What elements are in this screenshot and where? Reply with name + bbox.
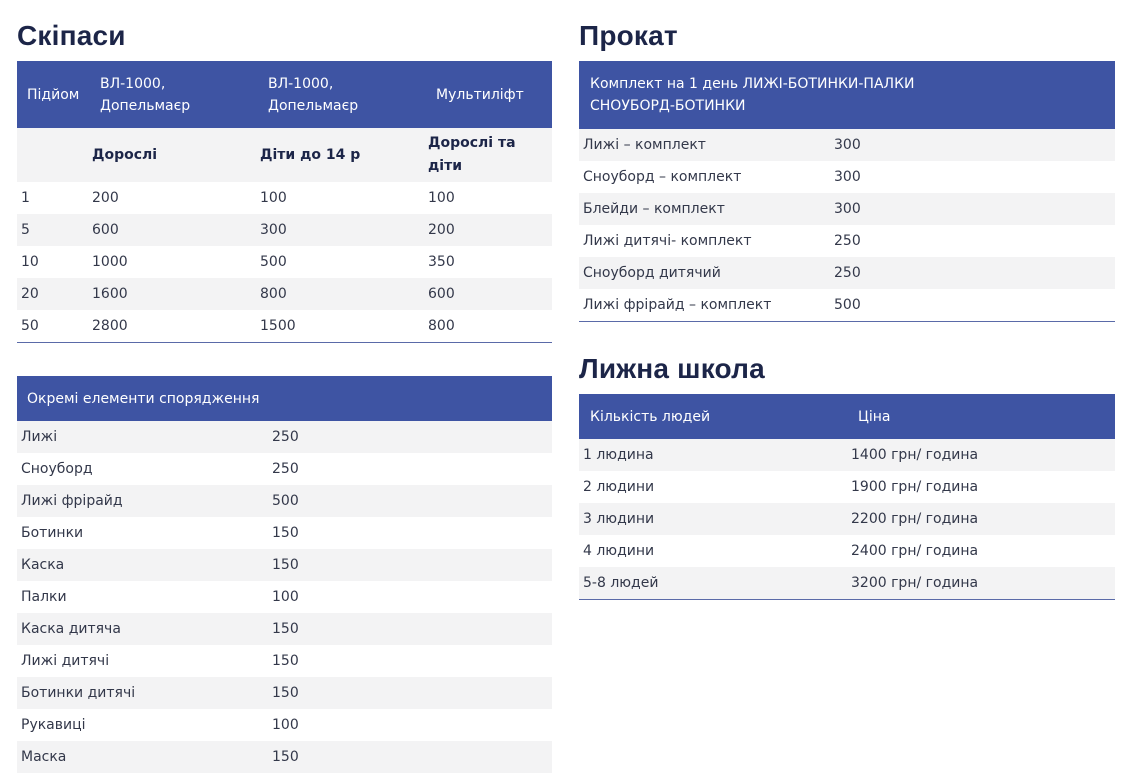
prokat-header-line: Комплект на 1 день ЛИЖІ-БОТИНКИ-ПАЛКИ bbox=[590, 76, 915, 92]
table-cell: 600 bbox=[88, 214, 256, 246]
table-cell: 150 bbox=[268, 741, 552, 773]
school-table bbox=[579, 394, 1115, 600]
table-row bbox=[579, 471, 1115, 503]
table-row bbox=[17, 214, 552, 246]
table-cell: 250 bbox=[830, 257, 1115, 289]
table-cell: Лижі фрірайд bbox=[17, 485, 268, 517]
table-cell: 600 bbox=[424, 278, 552, 310]
table-cell: 150 bbox=[268, 549, 552, 581]
school-header-cell: Ціна bbox=[847, 394, 1115, 439]
table-cell: 250 bbox=[268, 453, 552, 485]
prokat-title: Прокат bbox=[579, 20, 678, 51]
skipasy-header-cell: ВЛ-1000, Допельмаєр bbox=[88, 61, 256, 128]
table-row bbox=[17, 246, 552, 278]
table-cell: 800 bbox=[424, 310, 552, 343]
table-cell: 100 bbox=[256, 182, 424, 214]
table-row bbox=[17, 645, 552, 677]
table-cell: Сноуборд дитячий bbox=[579, 257, 830, 289]
skipasy-subheader-cell bbox=[17, 128, 88, 182]
table-cell: 150 bbox=[268, 613, 552, 645]
table-cell: Каска дитяча bbox=[17, 613, 268, 645]
table-row bbox=[579, 257, 1115, 289]
table-cell: 1400 грн/ година bbox=[847, 439, 1115, 471]
skipasy-header-cell: ВЛ-1000, Допельмаєр bbox=[256, 61, 424, 128]
table-cell: 1600 bbox=[88, 278, 256, 310]
table-cell: 2200 грн/ година bbox=[847, 503, 1115, 535]
table-cell: 20 bbox=[17, 278, 88, 310]
table-row bbox=[17, 677, 552, 709]
elements-header-cell: Окремі елементи спорядження bbox=[17, 376, 552, 421]
table-row bbox=[17, 182, 552, 214]
table-row bbox=[17, 581, 552, 613]
table-row bbox=[579, 129, 1115, 161]
table-row bbox=[17, 613, 552, 645]
table-cell: Маска bbox=[17, 741, 268, 773]
table-row bbox=[17, 310, 552, 343]
prokat-header-line: СНОУБОРД-БОТИНКИ bbox=[590, 98, 746, 114]
table-cell: Сноуборд – комплект bbox=[579, 161, 830, 193]
table-cell: Рукавиці bbox=[17, 709, 268, 741]
table-cell: 1900 грн/ година bbox=[847, 471, 1115, 503]
school-title: Лижна школа bbox=[579, 353, 765, 384]
prokat-header-cell bbox=[579, 61, 1115, 129]
table-cell: 150 bbox=[268, 517, 552, 549]
skipasy-table bbox=[17, 61, 552, 343]
table-cell: 1000 bbox=[88, 246, 256, 278]
table-row bbox=[17, 741, 552, 773]
table-cell: 3200 грн/ година bbox=[847, 567, 1115, 600]
table-cell: 200 bbox=[424, 214, 552, 246]
table-cell: 500 bbox=[830, 289, 1115, 322]
prokat-table bbox=[579, 61, 1115, 322]
prokat-header-row bbox=[579, 61, 1115, 129]
skipasy-subheader-cell: Дорослі bbox=[88, 128, 256, 182]
table-row bbox=[17, 709, 552, 741]
table-cell: Лижі bbox=[17, 421, 268, 453]
table-cell: 1 людина bbox=[579, 439, 847, 471]
table-cell: 500 bbox=[256, 246, 424, 278]
table-cell: 10 bbox=[17, 246, 88, 278]
table-cell: 5-8 людей bbox=[579, 567, 847, 600]
skipasy-subheader-row bbox=[17, 128, 552, 182]
table-cell: 300 bbox=[830, 161, 1115, 193]
table-cell: 4 людини bbox=[579, 535, 847, 567]
table-cell: 500 bbox=[268, 485, 552, 517]
table-cell: 250 bbox=[830, 225, 1115, 257]
table-cell: Лижі дитячі- комплект bbox=[579, 225, 830, 257]
school-header-cell: Кількість людей bbox=[579, 394, 847, 439]
table-cell: 50 bbox=[17, 310, 88, 343]
table-cell: 100 bbox=[424, 182, 552, 214]
skipasy-header-cell: Підйом bbox=[17, 61, 88, 128]
table-cell: 2400 грн/ година bbox=[847, 535, 1115, 567]
table-cell: 250 bbox=[268, 421, 552, 453]
table-cell: Палки bbox=[17, 581, 268, 613]
school-header-row bbox=[579, 394, 1115, 439]
table-cell: 100 bbox=[268, 709, 552, 741]
table-cell: 300 bbox=[256, 214, 424, 246]
table-cell: 150 bbox=[268, 677, 552, 709]
table-cell: Сноуборд bbox=[17, 453, 268, 485]
table-cell: 100 bbox=[268, 581, 552, 613]
table-cell: 300 bbox=[830, 193, 1115, 225]
table-row bbox=[579, 225, 1115, 257]
table-cell: 800 bbox=[256, 278, 424, 310]
table-cell: Ботинки дитячі bbox=[17, 677, 268, 709]
table-row bbox=[579, 161, 1115, 193]
skipasy-subheader-cell: Діти до 14 р bbox=[256, 128, 424, 182]
table-cell: 3 людини bbox=[579, 503, 847, 535]
table-cell: 200 bbox=[88, 182, 256, 214]
table-row bbox=[579, 567, 1115, 600]
table-cell: Лижі фрірайд – комплект bbox=[579, 289, 830, 322]
skipasy-header-cell: Мультиліфт bbox=[424, 61, 552, 128]
table-row bbox=[17, 453, 552, 485]
table-row bbox=[17, 278, 552, 310]
elements-table bbox=[17, 376, 552, 773]
table-row bbox=[579, 503, 1115, 535]
table-row bbox=[17, 517, 552, 549]
table-cell: Лижі – комплект bbox=[579, 129, 830, 161]
table-cell: 2800 bbox=[88, 310, 256, 343]
table-cell: Лижі дитячі bbox=[17, 645, 268, 677]
table-row bbox=[579, 535, 1115, 567]
table-cell: 1500 bbox=[256, 310, 424, 343]
table-cell: 2 людини bbox=[579, 471, 847, 503]
table-cell: Ботинки bbox=[17, 517, 268, 549]
table-row bbox=[17, 549, 552, 581]
table-row bbox=[579, 439, 1115, 471]
table-cell: 5 bbox=[17, 214, 88, 246]
table-row bbox=[17, 421, 552, 453]
skipasy-subheader-cell: Дорослі та діти bbox=[424, 128, 552, 182]
table-row bbox=[579, 289, 1115, 322]
skipasy-header-row bbox=[17, 61, 552, 128]
table-cell: Каска bbox=[17, 549, 268, 581]
table-cell: 350 bbox=[424, 246, 552, 278]
skipasy-title: Скіпаси bbox=[17, 20, 126, 51]
table-row bbox=[17, 485, 552, 517]
elements-header-row bbox=[17, 376, 552, 421]
table-cell: Блейди – комплект bbox=[579, 193, 830, 225]
table-cell: 1 bbox=[17, 182, 88, 214]
table-row bbox=[579, 193, 1115, 225]
table-cell: 150 bbox=[268, 645, 552, 677]
table-cell: 300 bbox=[830, 129, 1115, 161]
